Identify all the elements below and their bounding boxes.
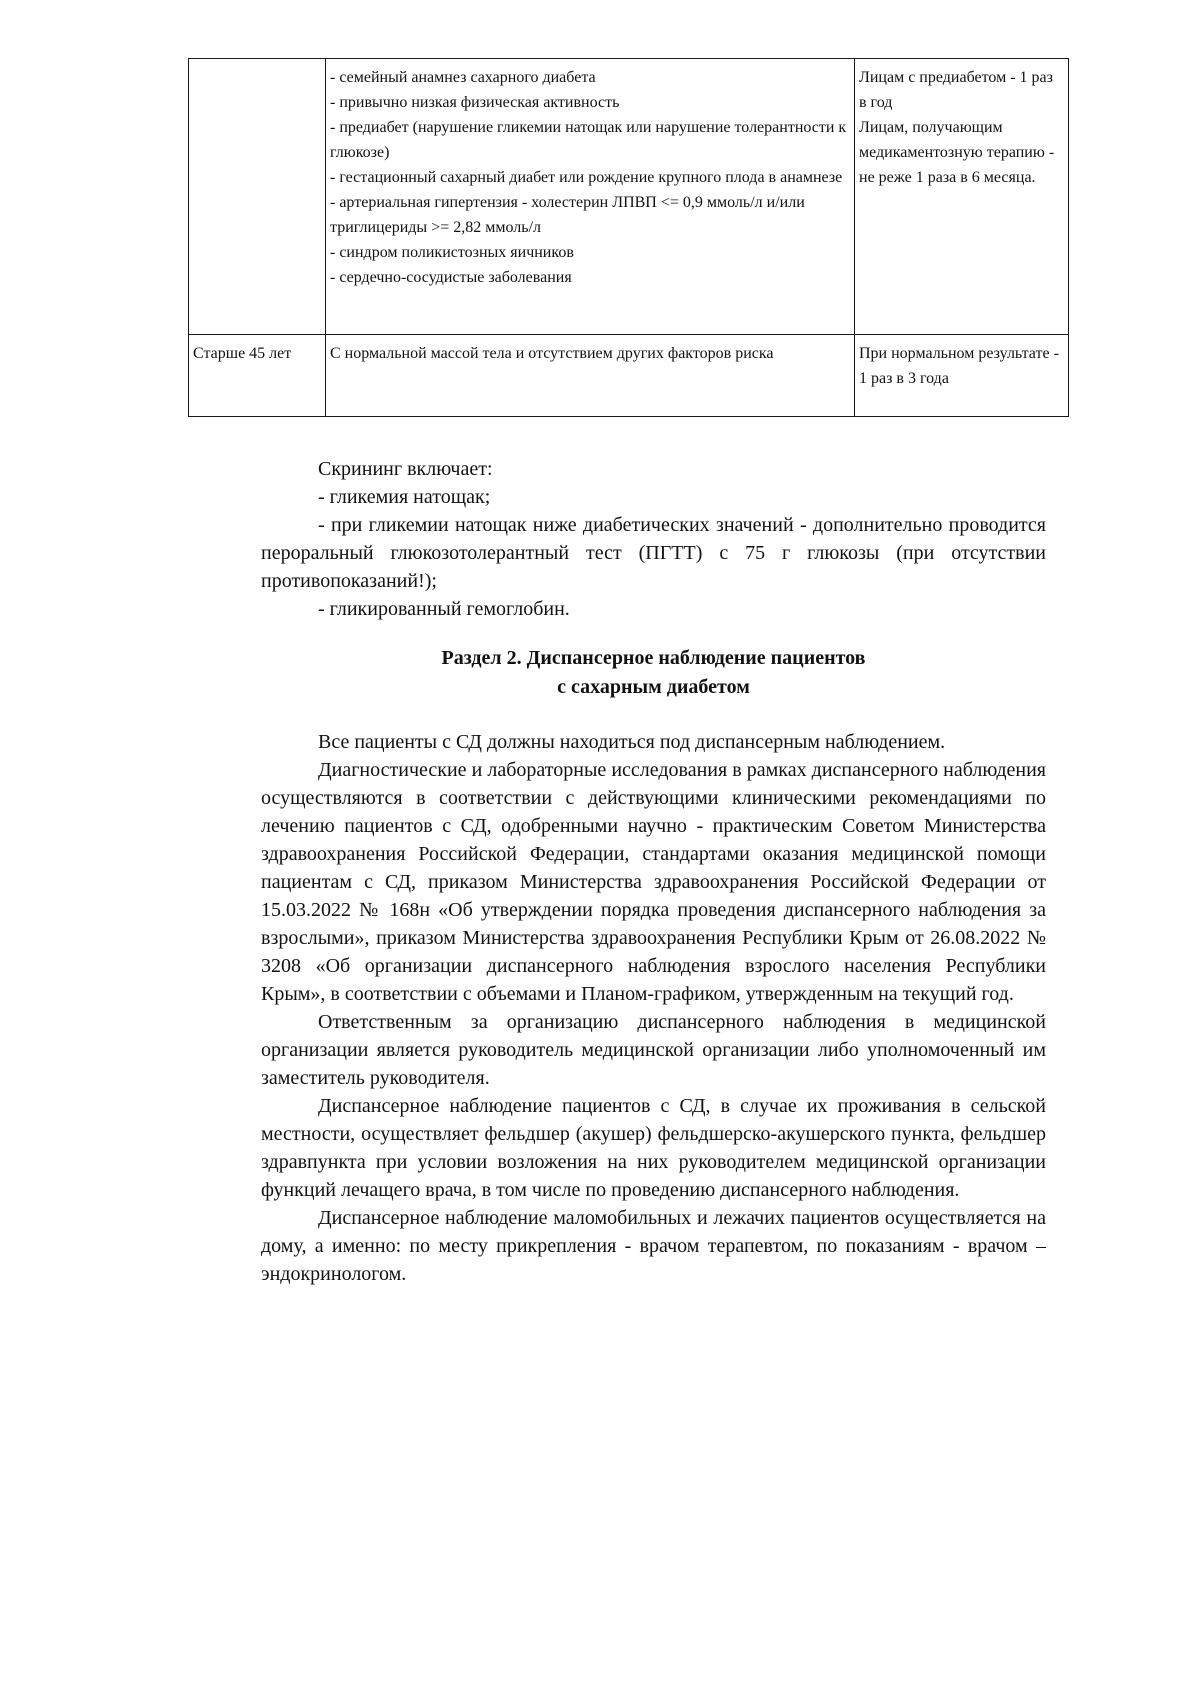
screening-item: - гликированный гемоглобин. — [318, 598, 570, 620]
risk-factor: - предиабет (нарушение гликемии натощак или нарушение толерантности к глюкозе) — [330, 119, 847, 161]
risk-factor: - синдром поликистозных яичников — [330, 244, 574, 261]
risk-factors-cell — [326, 335, 855, 417]
frequency-text: При нормальном результате - 1 раз в 3 года — [859, 345, 1059, 387]
body-paragraph: Все пациенты с СД должны находиться под диспансерным наблюдением. — [318, 731, 946, 753]
body-paragraph: Диспансерное наблюдение пациентов с СД, в случае их проживания в сельской местности, осуществляет фельдшер (акушер) фельдшерско-акушерского пункта, фельдшер здравпункта при условии возложения на них руководителем медицинской организации функций лечащего врача, в том числе по проведению диспансерного наблюдения. — [261, 1095, 1046, 1201]
screening-intro: Скрининг включает: — [318, 458, 493, 480]
body-paragraph: Диагностические и лабораторные исследования в рамках диспансерного наблюдения осуществляются в соответствии с действующими клиническими рекомендациями по лечению пациентов с СД, одобренными научно - практическим Советом Министерства здравоохранения Российской Федерации, стандартами оказания медицинской помощи пациентам с СД, приказом Министерства здравоохранения Российской Федерации от 15.03.2022 № 168н «Об утверждении порядка проведения диспансерного наблюдения за взрослыми», приказом Министерства здравоохранения Республики Крым от 26.08.2022 № 3208 «Об организации диспансерного наблюдения взрослого населения Республики Крым», в соответствии с объемами и Планом-графиком, утвержденным на текущий год. — [261, 759, 1046, 1005]
section-body — [261, 728, 1046, 1288]
risk-factor: С нормальной массой тела и отсутствием других факторов риска — [330, 345, 774, 362]
risk-factor: - семейный анамнез сахарного диабета — [330, 69, 596, 86]
risk-factor: - артериальная гипертензия - холестерин ЛПВП <= 0,9 ммоль/л и/или триглицериды >= 2,82 ммоль/л — [330, 194, 805, 236]
section-heading-line: с сахарным диабетом — [557, 676, 750, 698]
risk-factors-cell — [326, 59, 855, 335]
section-heading — [261, 644, 1046, 702]
frequency-cell — [855, 59, 1069, 335]
screening-frequency-table — [188, 58, 1069, 417]
body-paragraph: Ответственным за организацию диспансерного наблюдения в медицинской организации является руководитель медицинской организации либо уполномоченный им заместитель руководителя. — [261, 1011, 1046, 1089]
age-cell — [189, 59, 326, 335]
age-cell: Старше 45 лет — [189, 335, 326, 417]
table-row — [189, 59, 1069, 335]
body-paragraph: Диспансерное наблюдение маломобильных и лежачих пациентов осуществляется на дому, а именно: по месту прикрепления - врачом терапевтом, по показаниям - врачом – эндокринологом. — [261, 1207, 1046, 1285]
screening-block — [261, 455, 1046, 623]
risk-factor: - привычно низкая физическая активность — [330, 94, 620, 111]
frequency-text: Лицам, получающим медикаментозную терапию - не реже 1 раза в 6 месяца. — [859, 119, 1055, 186]
screening-item: - при гликемии натощак ниже диабетических значений - дополнительно проводится пероральный глюкозотолерантный тест (ПГТТ) с 75 г глюкозы (при отсутствии противопоказаний!); — [261, 514, 1046, 592]
risk-factor: - сердечно-сосудистые заболевания — [330, 269, 572, 286]
frequency-cell — [855, 335, 1069, 417]
screening-item: - гликемия натощак; — [318, 486, 491, 508]
section-heading-line: Раздел 2. Диспансерное наблюдение пациентов — [441, 647, 866, 669]
risk-factor: - гестационный сахарный диабет или рождение крупного плода в анамнезе — [330, 169, 843, 186]
frequency-text: Лицам с предиабетом - 1 раз в год — [859, 69, 1053, 111]
table-row — [189, 335, 1069, 417]
